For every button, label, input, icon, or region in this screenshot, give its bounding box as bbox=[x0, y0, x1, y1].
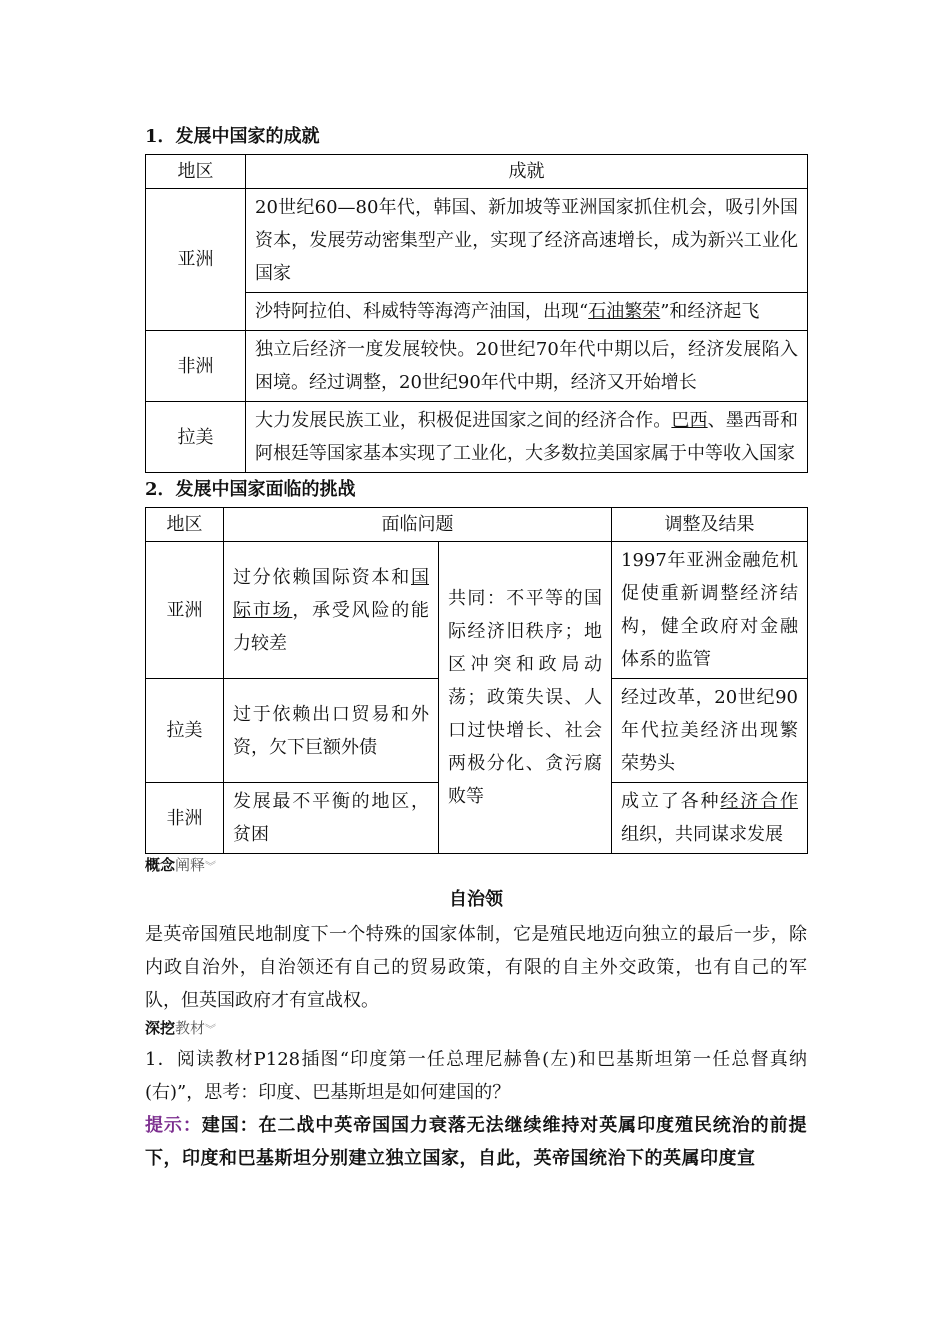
africa-problem: 发展最不平衡的地区，贫困 bbox=[224, 783, 439, 854]
double-chevron-down-icon: ︾ bbox=[205, 860, 217, 873]
concept-tag: 概念阐释︾ bbox=[145, 856, 217, 874]
africa-result: 成立了各种经济合作组织，共同谋求发展 bbox=[612, 783, 808, 854]
asia-result: 1997年亚洲金融危机促使重新调整经济结构，健全政府对金融体系的监管 bbox=[612, 542, 808, 679]
table-header-row bbox=[146, 155, 808, 189]
concept-title: 自治领 bbox=[449, 889, 503, 910]
document-page bbox=[145, 120, 807, 1175]
table-row bbox=[146, 293, 808, 331]
header-region: 地区 bbox=[146, 155, 246, 189]
underlined-term: 经济合作 bbox=[720, 791, 798, 812]
asia-achievement-2: 沙特阿拉伯、科威特等海湾产油国，出现“石油繁荣”和经济起飞 bbox=[246, 293, 808, 331]
asia-problem: 过分依赖国际资本和国际市场，承受风险的能力较差 bbox=[224, 542, 439, 679]
underlined-term: 巴西 bbox=[671, 410, 708, 431]
header-region: 地区 bbox=[146, 508, 224, 542]
table-row bbox=[146, 402, 808, 473]
textbook-question: 1．阅读教材P128插图“印度第一任总理尼赫鲁(左)和巴基斯坦第一任总督真纳(右)”，思考：印度、巴基斯坦是如何建国的？ bbox=[145, 1049, 807, 1103]
concept-text: 是英帝国殖民地制度下一个特殊的国家体制，它是殖民地迈向独立的最后一步，除内政自治外，自治领还有自己的贸易政策，有限的自主外交政策，也有自己的军队，但英国政府才有宣战权。 bbox=[145, 924, 807, 1011]
achievements-table bbox=[145, 154, 808, 473]
section1-title: 1．发展中国家的成就 bbox=[145, 126, 320, 147]
region-asia: 亚洲 bbox=[146, 189, 246, 331]
header-problems: 面临问题 bbox=[224, 508, 612, 542]
hint-paragraph bbox=[145, 1109, 807, 1175]
africa-achievement: 独立后经济一度发展较快。20世纪70年代中期以后，经济发展陷入困境。经过调整，20世纪90年代中期，经济又开始增长 bbox=[246, 331, 808, 402]
region-latam: 拉美 bbox=[146, 402, 246, 473]
asia-achievement-1: 20世纪60—80年代，韩国、新加坡等亚洲国家抓住机会，吸引外国资本，发展劳动密集型产业，实现了经济高速增长，成为新兴工业化国家 bbox=[246, 189, 808, 293]
hint-text: 建国：在二战中英帝国国力衰落无法继续维持对英属印度殖民统治的前提下，印度和巴基斯坦分别建立独立国家，自此，英帝国统治下的英属印度宣 bbox=[145, 1115, 807, 1169]
region-latam: 拉美 bbox=[146, 679, 224, 783]
table-header-row bbox=[146, 508, 808, 542]
header-achievement: 成就 bbox=[246, 155, 808, 189]
region-asia: 亚洲 bbox=[146, 542, 224, 679]
textbook-tag: 深挖教材︾ bbox=[145, 1019, 217, 1037]
region-africa: 非洲 bbox=[146, 783, 224, 854]
table-row bbox=[146, 189, 808, 293]
underlined-term: 石油繁荣 bbox=[588, 301, 661, 322]
underlined-term: 国际市场 bbox=[233, 566, 429, 621]
table-row bbox=[146, 542, 808, 679]
challenges-table bbox=[145, 507, 808, 854]
table-row bbox=[146, 331, 808, 402]
section2-title: 2．发展中国家面临的挑战 bbox=[145, 479, 356, 500]
common-problems: 共同：不平等的国际经济旧秩序；地区冲突和政局动荡；政策失误、人口过快增长、社会两极分化、贪污腐败等 bbox=[439, 542, 612, 854]
latam-achievement: 大力发展民族工业，积极促进国家之间的经济合作。巴西、墨西哥和阿根廷等国家基本实现了工业化，大多数拉美国家属于中等收入国家 bbox=[246, 402, 808, 473]
latam-result: 经过改革，20世纪90年代拉美经济出现繁荣势头 bbox=[612, 679, 808, 783]
header-results: 调整及结果 bbox=[612, 508, 808, 542]
latam-problem: 过于依赖出口贸易和外资，欠下巨额外债 bbox=[224, 679, 439, 783]
region-africa: 非洲 bbox=[146, 331, 246, 402]
hint-label: 提示： bbox=[145, 1115, 202, 1136]
double-chevron-down-icon: ︾ bbox=[205, 1023, 217, 1036]
